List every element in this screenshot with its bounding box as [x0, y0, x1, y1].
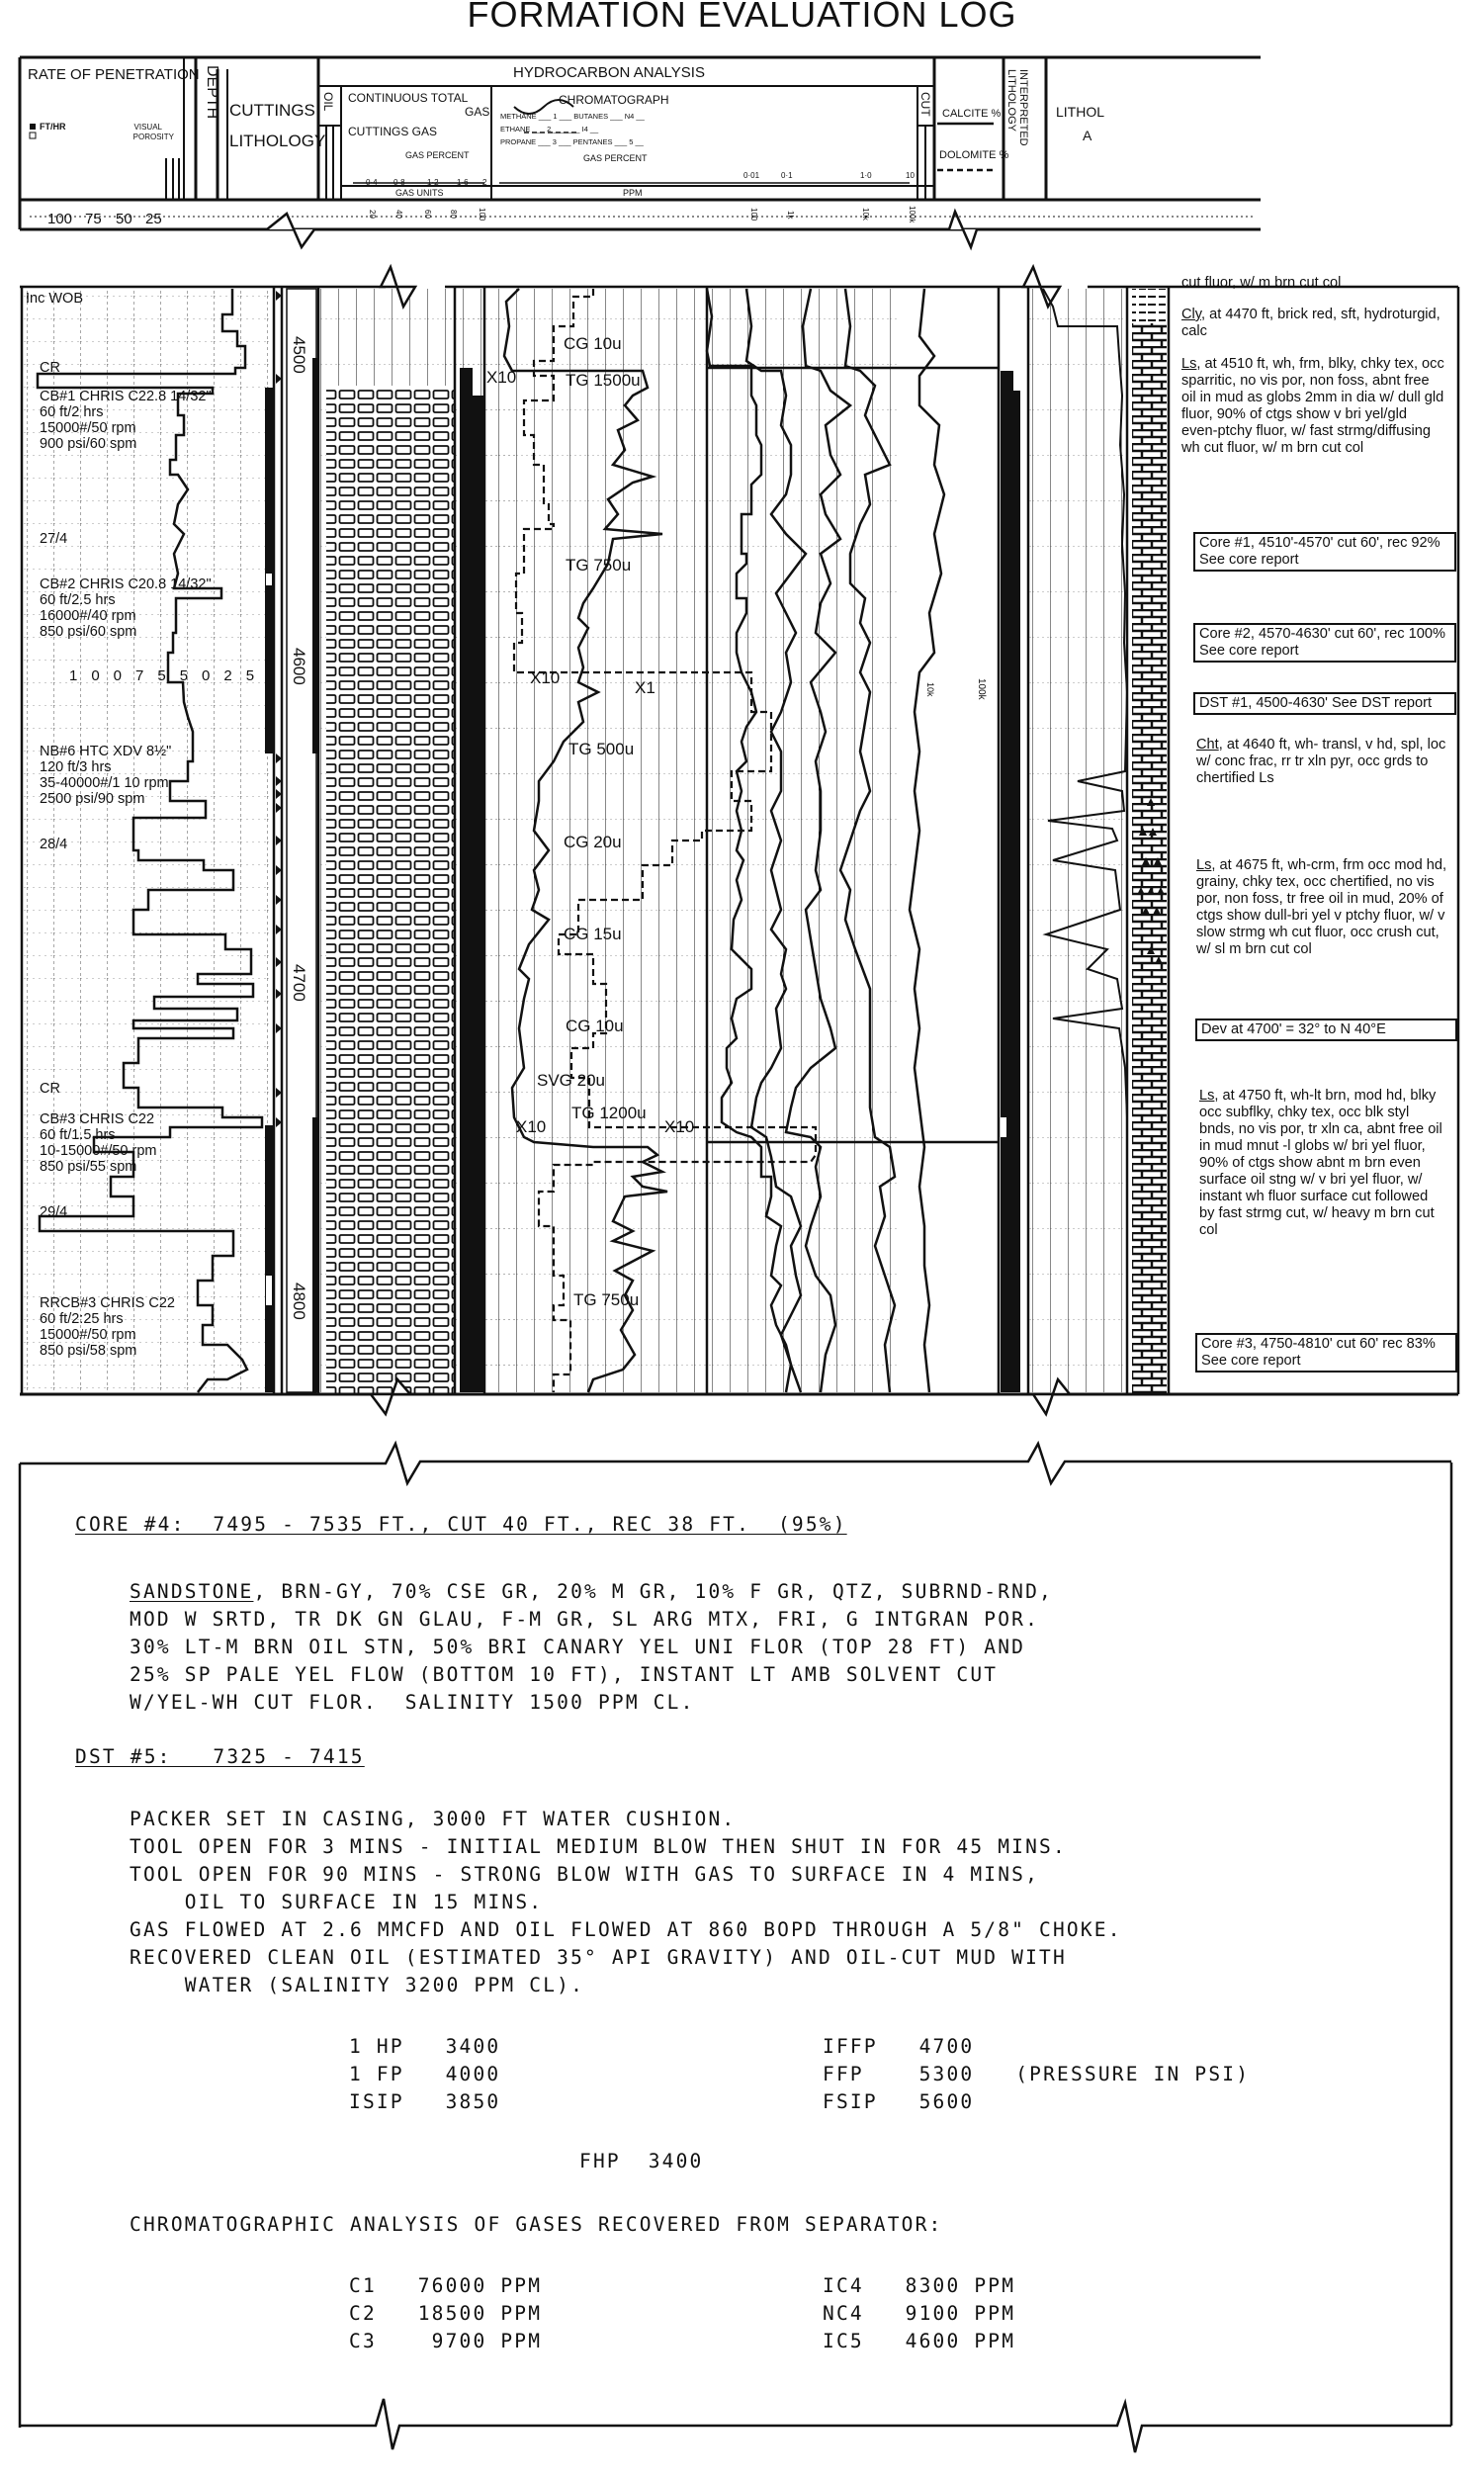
interp-lith-limestone	[1132, 323, 1167, 1394]
chromat-row-1: METHANE ___ 1 ___ BUTANES ___ N4 __	[500, 112, 645, 121]
svg-text:1·2: 1·2	[427, 178, 439, 187]
annotation-cr: CR	[40, 360, 60, 376]
dst-5-line-2: TOOL OPEN FOR 3 MINS - INITIAL MEDIUM BLOW THEN SHUT IN FOR 45 MINS.	[130, 1835, 1067, 1858]
cuttings-title-2: LITHOLOGY	[229, 132, 326, 150]
hydrocarbon-analysis-title: HYDROCARBON ANALYSIS	[513, 64, 705, 81]
annotation-cb1: CB#1 CHRIS C22.8 14/32" 60 ft/2 hrs 15000#/50 rpm 900 psi/60 spm	[40, 389, 212, 452]
core-4-line-2: MOD W SRTD, TR DK GN GLAU, F-M GR, SL ARG MTX, FRI, G INTGRAN POR.	[130, 1608, 1040, 1631]
gas-label-x10-d: X10	[664, 1117, 695, 1136]
svg-text:POROSITY: POROSITY	[132, 133, 174, 141]
svg-text:100: 100	[749, 208, 758, 221]
desc-partial: cut fluor, w/ m brn cut col	[1181, 275, 1342, 289]
rop-unit: FT/HR	[40, 122, 66, 132]
pressure-row-2: 1 FP 4000	[349, 2063, 501, 2085]
gas-percent-label: GAS PERCENT	[405, 150, 470, 160]
svg-text:20: 20	[368, 210, 377, 219]
dst-5-line-1: PACKER SET IN CASING, 3000 FT WATER CUSHION.	[130, 1808, 737, 1830]
oil-header: OIL	[321, 92, 335, 112]
core-3-bar	[265, 1125, 275, 1392]
cut-header: CUT	[918, 92, 932, 117]
chromat-gas-percent: GAS PERCENT	[583, 153, 648, 163]
svg-text:100k: 100k	[908, 206, 917, 223]
lithology-header-partial-2: A	[1083, 128, 1092, 143]
svg-text:10k: 10k	[861, 208, 870, 221]
gas-label-cg-20u: CG 20u	[564, 833, 622, 851]
gas-row-ic5: IC5 4600 PPM	[823, 2330, 1016, 2352]
gas-label-x1: X1	[635, 678, 655, 697]
gas-label-tg-500u: TG 500u	[568, 740, 635, 758]
svg-text:2: 2	[482, 178, 487, 187]
svg-text:1·6: 1·6	[457, 178, 469, 187]
chromat-heading: CHROMATOGRAPHIC ANALYSIS OF GASES RECOVERED FROM SEPARATOR:	[130, 2213, 943, 2236]
desc-limestone-4675: Ls, at 4675 ft, wh-crm, frm occ mod hd, grainy, chky tex, occ chertified, no vis por, non foss, tr free oil in mud, 20% of ctgs show dull-bri yel v ptchy fluor, w/ v slow strmg wh cut fluor, occ crush cut, w/ sl m brn cut col	[1196, 857, 1447, 957]
rop-scale-25: 25	[145, 211, 162, 227]
dst-1-note: DST #1, 4500-4630' See DST report	[1193, 692, 1456, 715]
gas-row-c1: C1 76000 PPM	[349, 2274, 543, 2297]
svg-text:60: 60	[423, 210, 432, 219]
annotation-cb2: CB#2 CHRIS C20.8 14/32" 60 ft/2.5 hrs 16000#/40 rpm 850 psi/60 spm	[40, 576, 212, 640]
svg-text:40: 40	[394, 210, 403, 219]
rop-scale-50: 50	[116, 211, 132, 227]
svg-text:1·0: 1·0	[860, 171, 872, 180]
dst-5-line-7: WATER (SALINITY 3200 PPM CL).	[130, 1974, 585, 1996]
svg-text:100: 100	[478, 208, 486, 221]
dst-5-heading: DST #5: 7325 - 7415	[75, 1745, 365, 1768]
core-1-2-bar	[265, 388, 275, 753]
dolomite-label: DOLOMITE %	[939, 149, 1009, 161]
annotation-cb3: CB#3 CHRIS C22 60 ft/1.5 hrs 10-15000#/50 rpm 850 psi/55 spm	[40, 1111, 157, 1175]
rop-title: RATE OF PENETRATION	[28, 66, 200, 83]
core-4-line-5: W/YEL-WH CUT FLOR. SALINITY 1500 PPM CL.	[130, 1691, 695, 1714]
svg-text:10: 10	[906, 171, 915, 180]
fhp-row: FHP 3400	[579, 2150, 704, 2172]
gas-legend-3: CUTTINGS GAS	[348, 125, 438, 138]
core-4-line-1: SANDSTONE, BRN-GY, 70% CSE GR, 20% M GR, 10% F GR, QTZ, SUBRND-RND,	[130, 1580, 1053, 1603]
gas-label-tg-1200u: TG 1200u	[571, 1104, 647, 1122]
annotation-27-4: 27/4	[40, 531, 68, 547]
core-2-note: Core #2, 4570-4630' cut 60', rec 100% See core report	[1193, 623, 1456, 663]
pressure-row-4: IFFP 4700	[823, 2035, 975, 2058]
rop-scale-repeat: 100755025	[69, 667, 269, 684]
gas-label-x10-c: X10	[516, 1117, 547, 1136]
test-interval-bar	[312, 358, 319, 753]
rop-scale-100: 100	[47, 211, 73, 227]
annotation-cr-2: CR	[40, 1081, 60, 1097]
gas-label-cg-15u: CG 15u	[564, 925, 622, 943]
annotation-rrcb3: RRCB#3 CHRIS C22 60 ft/2:25 hrs 15000#/50 rpm 850 psi/58 spm	[40, 1295, 175, 1359]
core-3-note: Core #3, 4750-4810' cut 60' rec 83% See core report	[1195, 1333, 1457, 1373]
depth-4500: 4500	[290, 336, 308, 374]
core-4-heading: CORE #4: 7495 - 7535 FT., CUT 40 FT., REC 38 FT. (95%)	[75, 1513, 847, 1536]
desc-limestone-4510: Ls, at 4510 ft, wh, frm, blky, chky tex, occ sparritic, no vis por, non foss, abnt free oil in mud as globs 2mm in dia w/ dull gld fluor, 90% of ctgs show v bri yel/gld even-ptchy fluor, w/ fast strmg/diffusing wh cut fluor, w/ m brn cut col	[1181, 356, 1444, 456]
interp-lith-2: LITHOLOGY	[1005, 69, 1017, 132]
dst-5-line-3: TOOL OPEN FOR 90 MINS - STRONG BLOW WITH GAS TO SURFACE IN 4 MINS,	[130, 1863, 1040, 1886]
gas-row-ic4: IC4 8300 PPM	[823, 2274, 1016, 2297]
gas-label-tg-1500u: TG 1500u	[566, 371, 641, 390]
svg-text:VISUAL: VISUAL	[133, 123, 162, 132]
desc-chert-4640: Cht, at 4640 ft, wh- transl, v hd, spl, loc w/ conc frac, rr tr xln pyr, occ grds to chertified Ls	[1196, 737, 1446, 786]
gas-label-cg-10u: CG 10u	[564, 334, 622, 353]
svg-text:0·4: 0·4	[366, 178, 378, 187]
pressure-row-3: ISIP 3850	[349, 2090, 501, 2113]
desc-limestone-4750: Ls, at 4750 ft, wh-lt brn, mod hd, blky occ subflky, chky tex, occ blk styl bnds, no vis por, tr xln ca, abnt free oil in mud mnut -l globs w/ bri yel fluor, 90% of ctgs show abnt m brn even surface oil stng w/ v bri yel fluor, w/ instant wh fluor surface cut followed by fast strmg cut, w/ heavy m brn cut col	[1199, 1088, 1442, 1238]
depth-4800: 4800	[290, 1283, 308, 1320]
depth-header: DEPTH	[204, 65, 220, 120]
annotation-inc-wob: Inc WOB	[26, 291, 84, 307]
pressure-row-1: 1 HP 3400	[349, 2035, 501, 2058]
gas-label-tg-750u: TG 750u	[566, 556, 632, 575]
cuttings-title-1: CUTTINGS	[229, 101, 315, 120]
pressure-row-6: FSIP 5600	[823, 2090, 975, 2113]
oil-show-fill	[460, 368, 484, 1392]
gas-row-c2: C2 18500 PPM	[349, 2302, 543, 2325]
pressure-row-5: FFP 5300 (PRESSURE IN PSI)	[823, 2063, 1251, 2085]
gas-label-svg-20u: SVG 20u	[537, 1071, 605, 1090]
svg-text:80: 80	[449, 210, 458, 219]
chromat-10k-label: 10k	[925, 682, 935, 697]
gas-legend-2: GAS	[465, 105, 490, 119]
annotation-29-4: 29/4	[40, 1204, 68, 1220]
gas-label-cg-10u-b: CG 10u	[566, 1017, 624, 1035]
cuttings-limestone-pattern	[326, 386, 455, 1152]
depth-4600: 4600	[290, 648, 308, 685]
chromat-row-3: PROPANE ___ 3 ___ PENTANES ___ 5 __	[500, 137, 644, 146]
cut-show-fill	[1001, 371, 1020, 1392]
calcite-label: CALCITE %	[942, 108, 1002, 120]
rop-scale-75: 75	[85, 211, 102, 227]
page-title: FORMATION EVALUATION LOG	[467, 0, 1017, 35]
svg-text:0·8: 0·8	[393, 178, 405, 187]
lithology-header-partial: LITHOL	[1056, 104, 1105, 120]
gas-units-label: GAS UNITS	[395, 188, 444, 198]
svg-text:0·01: 0·01	[743, 171, 760, 180]
gas-label-tg-750u-b: TG 750u	[573, 1290, 640, 1309]
core-1-note: Core #1, 4510'-4570' cut 60', rec 92% See core report	[1193, 532, 1456, 572]
core-4-line-4: 25% SP PALE YEL FLOW (BOTTOM 10 FT), INSTANT LT AMB SOLVENT CUT	[130, 1663, 999, 1686]
dst-5-line-4: OIL TO SURFACE IN 15 MINS.	[130, 1891, 544, 1913]
annotation-nb6: NB#6 HTC XDV 8½" 120 ft/3 hrs 35-40000#/1 10 rpm 2500 psi/90 spm	[40, 744, 172, 807]
dst-5-line-6: RECOVERED CLEAN OIL (ESTIMATED 35° API GRAVITY) AND OIL-CUT MUD WITH	[130, 1946, 1067, 1969]
gas-row-c3: C3 9700 PPM	[349, 2330, 543, 2352]
deviation-note: Dev at 4700' = 32° to N 40°E	[1195, 1019, 1457, 1041]
gas-row-nc4: NC4 9100 PPM	[823, 2302, 1016, 2325]
gas-label-x10: X10	[486, 368, 517, 387]
core-4-line-3: 30% LT-M BRN OIL STN, 50% BRI CANARY YEL UNI FLOR (TOP 28 FT) AND	[130, 1636, 1026, 1658]
interp-lith-shale	[1132, 289, 1167, 323]
dst-5-line-5: GAS FLOWED AT 2.6 MMCFD AND OIL FLOWED AT 860 BOPD THROUGH A 5/8" CHOKE.	[130, 1918, 1122, 1941]
gas-label-x10-b: X10	[530, 668, 561, 687]
ppm-label: PPM	[623, 188, 643, 198]
chromat-row-2: ETHANE ___ 2 ___ ___ I4 __	[500, 125, 599, 133]
annotation-28-4: 28/4	[40, 837, 68, 852]
svg-text:1k: 1k	[786, 211, 795, 220]
chromat-100k-label: 100k	[976, 678, 987, 700]
svg-text:0·1: 0·1	[781, 171, 793, 180]
gas-legend-1: CONTINUOUS TOTAL	[348, 91, 469, 105]
depth-4700: 4700	[290, 964, 308, 1002]
desc-clay-4470: Cly, at 4470 ft, brick red, sft, hydroturgid, calc	[1181, 307, 1440, 339]
chromatograph-title: CHROMATOGRAPH	[559, 93, 669, 107]
interp-lith-1: INTERPRETED	[1017, 69, 1029, 146]
